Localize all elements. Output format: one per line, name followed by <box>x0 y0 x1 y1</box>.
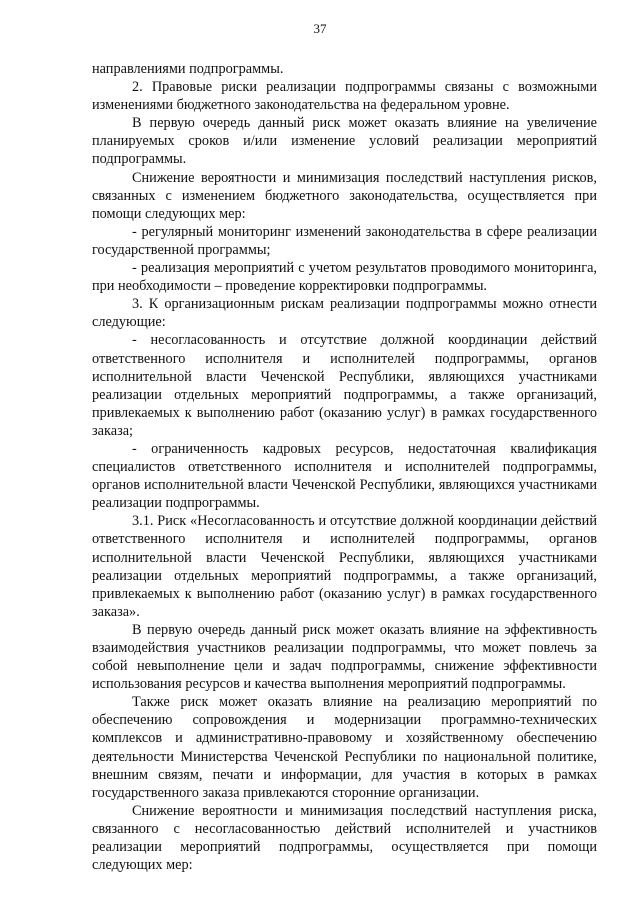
list-item-coordination: - несогласованность и отсутствие должной координации действий ответственного исполнителя и исполнителей подпрограммы, органов исполнительной власти Чеченской Республики, являющихся участниками реализации отдельных мероприятий подпрограммы, а также организаций, привлекаемых к выполнению работ (оказанию услуг) в рамках государственного заказа; <box>92 332 597 439</box>
paragraph-risk-3-1: 3.1. Риск «Несогласованность и отсутствие должной координации действий ответственного исполнителя и исполнителей подпрограммы, органов исполнительной власти Чеченской Республики, являющихся участниками реализации отдельных мероприятий подпрограммы, а также организаций, привлекаемых к выполнению работ (оказанию услуг) в рамках государственного заказа». <box>92 513 597 620</box>
document-body <box>92 60 597 874</box>
paragraph-risk-3-1-impact: В первую очередь данный риск может оказать влияние на эффективность взаимодействия участников реализации подпрограммы, что может повлечь за собой невыполнение цели и задач подпрограммы, снижение эффективности использования ресурсов и качества выполнения мероприятий подпрограммы. <box>92 621 597 693</box>
paragraph-legal-risks: 2. Правовые риски реализации подпрограммы связаны с возможными изменениями бюджетного законодательства на федеральном уровне. <box>92 79 597 114</box>
paragraph-risk-3-1-mitigation: Снижение вероятности и минимизация последствий наступления риска, связанного с несогласованностью действий исполнителей и участников реализации мероприятий подпрограммы, осуществляется при помощи следующих мер: <box>92 802 597 874</box>
paragraph-continuation: направлениями подпрограммы. <box>92 61 284 77</box>
list-item-monitoring: - регулярный мониторинг изменений законодательства в сфере реализации государственной программы; <box>92 223 597 258</box>
list-item-corrections: - реализация мероприятий с учетом результатов проводимого мониторинга, при необходимости – проведение корректировки подпрограммы. <box>92 260 597 295</box>
paragraph-legal-risk-mitigation: Снижение вероятности и минимизация последствий наступления рисков, связанных с изменением бюджетного законодательства, осуществляется при помощи следующих мер: <box>92 169 597 222</box>
list-item-staffing: - ограниченность кадровых ресурсов, недостаточная квалификация специалистов ответственного исполнителя и исполнителей подпрограммы, органов исполнительной власти Чеченской Республики, являющихся участниками реализации подпрограммы. <box>92 440 597 512</box>
page-number: 37 <box>313 21 327 36</box>
paragraph-legal-risk-impact: В первую очередь данный риск может оказать влияние на увеличение планируемых сроков и/или изменение условий реализации мероприятий подпрограммы. <box>92 115 597 168</box>
paragraph-risk-3-1-additional: Также риск может оказать влияние на реализацию мероприятий по обеспечению сопровождения и модернизации программно-технических комплексов и административно-правовому и хозяйственному обеспечению деятельности Министерства Чеченской Республики по национальной политике, внешним связям, печати и информации, для участия в которых в рамках государственного заказа привлекаются сторонние организации. <box>92 694 597 801</box>
paragraph-organizational-risks: 3. К организационным рискам реализации подпрограммы можно отнести следующие: <box>92 296 597 331</box>
